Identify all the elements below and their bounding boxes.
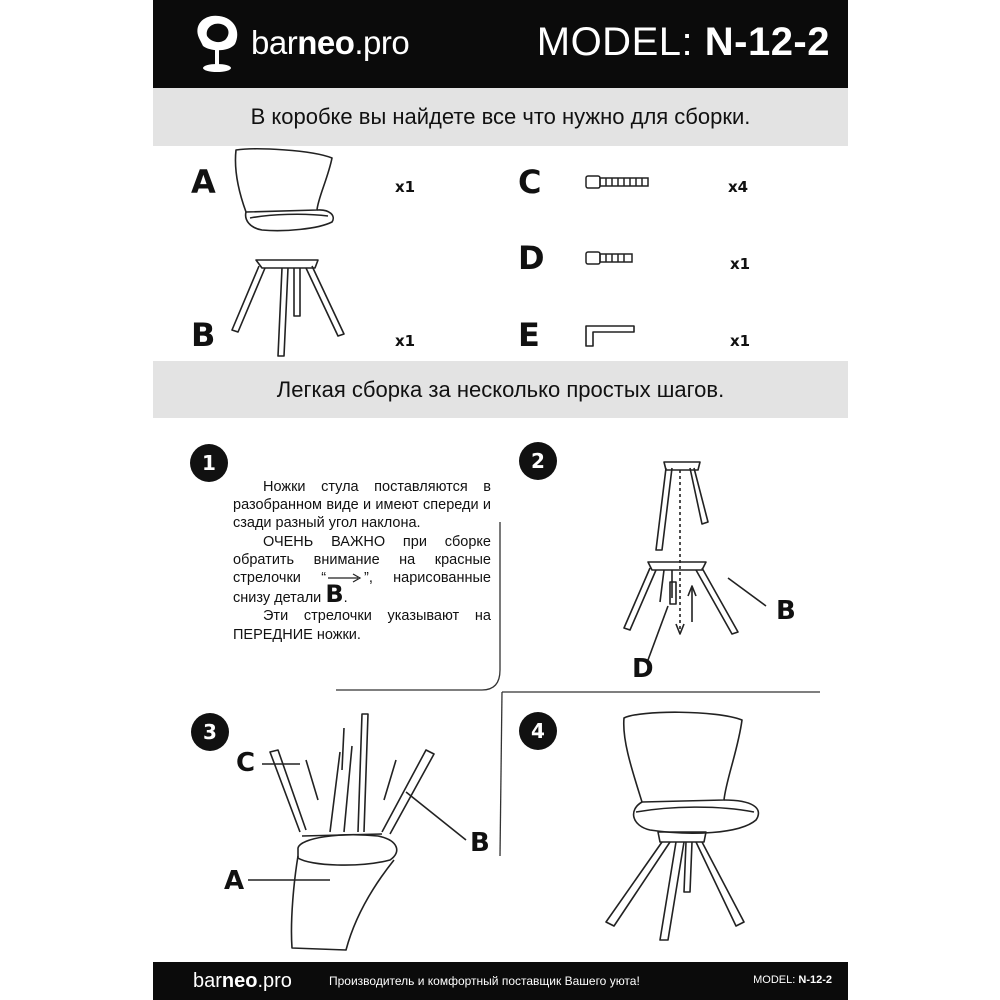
- step3-assembly-illustration: [248, 714, 466, 950]
- footer-brand-logo: barneo.pro: [193, 970, 292, 992]
- step1-para3: Эти стрелочки указывают на ПЕРЕДНИЕ ножки.: [233, 608, 491, 643]
- step3-label-b: B: [470, 828, 490, 858]
- part-letter-a: A: [191, 163, 216, 201]
- step-4-badge: 4: [519, 712, 557, 750]
- step4-chair-illustration: [606, 712, 758, 940]
- part-qty-e: x1: [730, 332, 751, 350]
- part-letter-b: B: [191, 316, 216, 354]
- part-c-screw-illustration: [586, 176, 648, 188]
- part-letter-c: C: [518, 163, 542, 201]
- footer-model: MODEL: N-12-2: [753, 974, 832, 986]
- part-qty-d: x1: [730, 255, 751, 273]
- step-1-badge: 1: [190, 444, 228, 482]
- part-qty-a: x1: [395, 178, 416, 196]
- part-qty-c: x4: [728, 178, 749, 196]
- parts-section-title: В коробке вы найдете все что нужно для сборки.: [153, 88, 848, 146]
- part-e-allen-key-illustration: [586, 326, 634, 346]
- step2-assembly-illustration: [624, 462, 766, 660]
- footer-bar: [153, 962, 848, 1000]
- part-a-seat-illustration: [235, 149, 333, 231]
- part-d-screw-illustration: [586, 252, 632, 264]
- step1-para1: Ножки стула поставляются в разобранном виде и имеют спереди и сзади разный угол наклона.: [233, 479, 491, 532]
- footer-slogan: Производитель и комфортный поставщик Вашего уюта!: [329, 974, 640, 988]
- brand-logo-text: barneo.pro: [251, 24, 410, 61]
- part-letter-d: D: [518, 239, 545, 277]
- step1-instructions: [233, 478, 491, 644]
- step-2-badge: 2: [519, 442, 557, 480]
- step1-para2: ОЧЕНЬ ВАЖНО при сборке обратить внимание на красные стрелочки “ ”, нарисованные снизу детали B.: [233, 533, 491, 609]
- steps-section-title: Легкая сборка за несколько простых шагов.: [153, 361, 848, 418]
- step3-label-c: C: [236, 748, 256, 778]
- model-title: MODEL: N-12-2: [536, 20, 830, 64]
- step3-label-a: A: [224, 866, 245, 896]
- part-b-leg-frame-illustration: [232, 260, 344, 356]
- step2-label-b: B: [776, 596, 796, 626]
- part-letter-e: E: [518, 316, 540, 354]
- part-qty-b: x1: [395, 332, 416, 350]
- step-3-badge: 3: [191, 713, 229, 751]
- step2-label-d: D: [632, 654, 654, 684]
